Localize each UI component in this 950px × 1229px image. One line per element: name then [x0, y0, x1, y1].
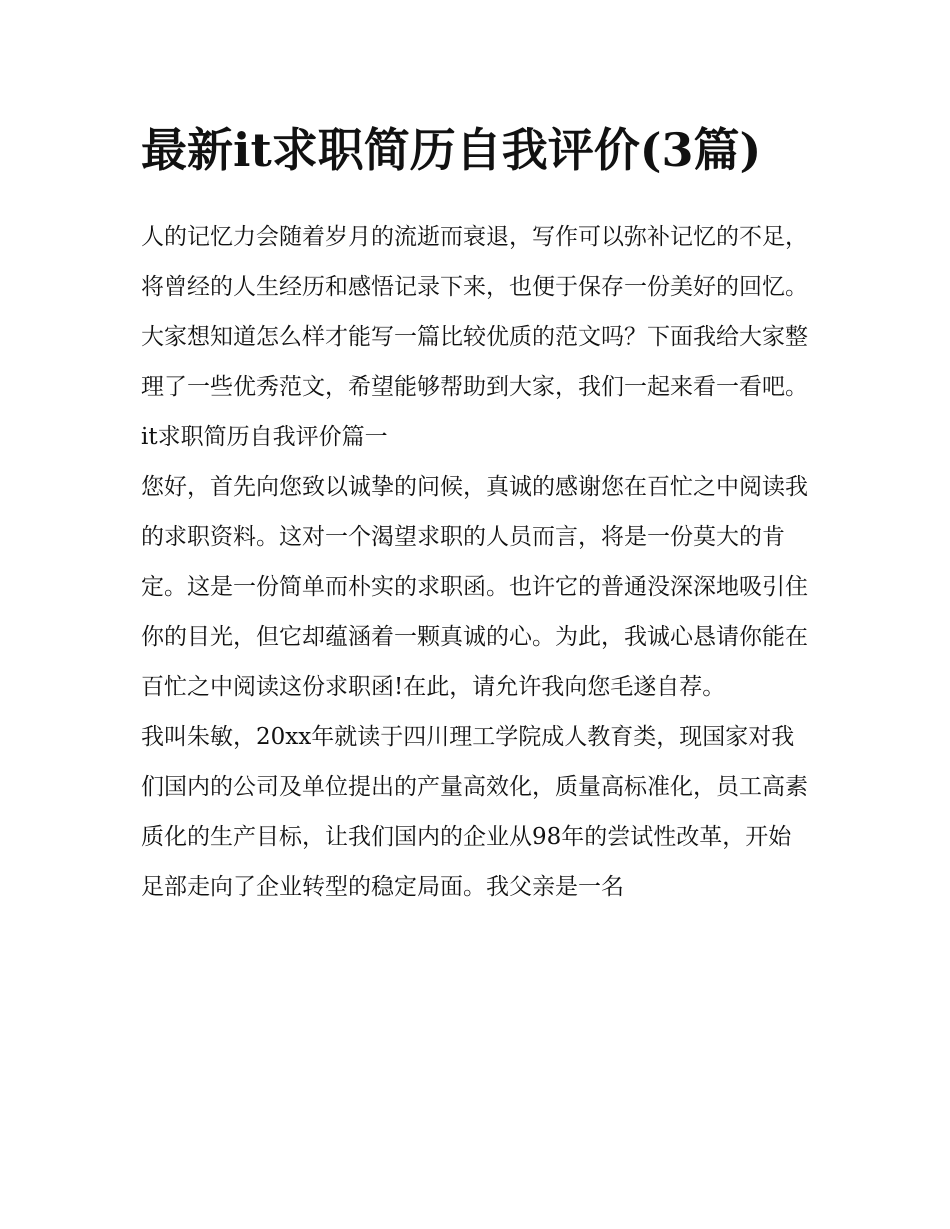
body-paragraph-2: 我叫朱敏，20xx年就读于四川理工学院成人教育类，现国家对我们国内的公司及单位提出的产量高效化，质量高标准化，员工高素质化的生产目标，让我们国内的企业从98年的尝试性改革，开始足部走向了企业转型的稳定局面。我父亲是一名 — [141, 724, 808, 900]
section-heading: it求职简历自我评价篇一 — [141, 424, 388, 450]
document-body — [141, 112, 813, 912]
body-paragraph-1: 您好，首先向您致以诚挚的问候，真诚的感谢您在百忙之中阅读我的求职资料。这对一个渴望求职的人员而言，将是一份莫大的肯定。这是一份简单而朴实的求职函。也许它的普通没深深地吸引住你的目光，但它却蕴涵着一颗真诚的心。为此，我诚心恳请你能在百忙之中阅读这份求职函!在此，请允许我向您毛遂自荐。 — [141, 474, 808, 700]
intro-paragraph: 人的记忆力会随着岁月的流逝而衰退，写作可以弥补记忆的不足，将曾经的人生经历和感悟记录下来，也便于保存一份美好的回忆。大家想知道怎么样才能写一篇比较优质的范文吗？下面我给大家整理了一些优秀范文，希望能够帮助到大家，我们一起来看一看吧。 — [141, 224, 808, 400]
document-title: 最新it求职简历自我评价(3篇) — [141, 123, 762, 177]
